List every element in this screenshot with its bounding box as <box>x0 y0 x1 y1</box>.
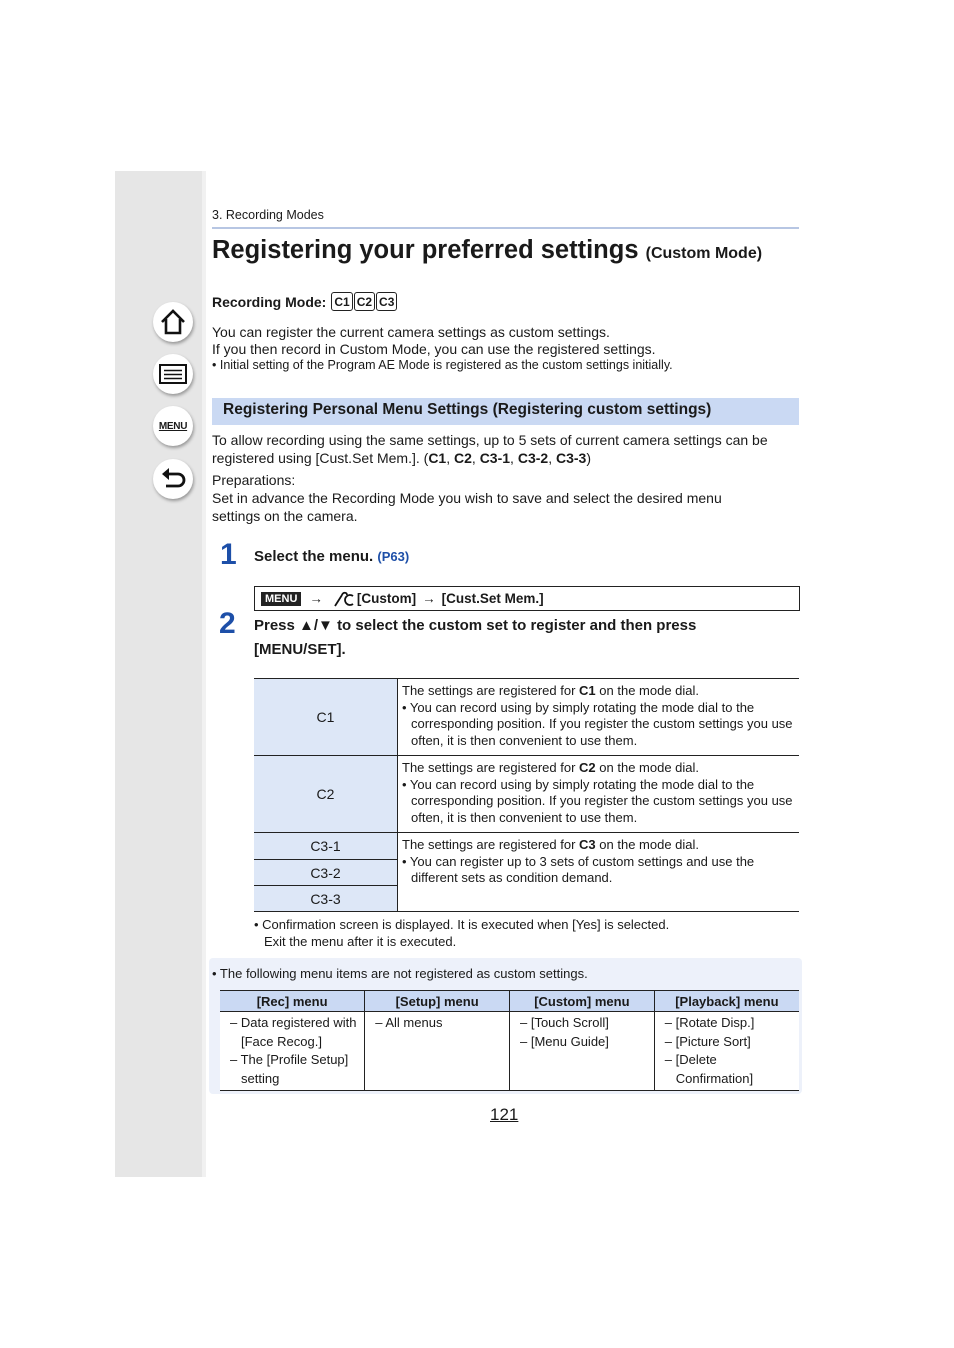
header-rec-menu: [Rec] menu <box>220 991 365 1012</box>
section-body <box>212 431 768 525</box>
step-2-line-2: [MENU/SET]. <box>254 641 346 658</box>
page-title-sub: (Custom Mode) <box>645 245 763 262</box>
recording-mode <box>212 292 398 311</box>
c3-2-label: C3-2 <box>254 860 398 886</box>
intro-text <box>212 324 673 373</box>
not-registered-table <box>220 990 799 1091</box>
page-title-main: Registering your preferred settings <box>212 236 639 264</box>
confirm-note-line-2: Exit the menu after it is executed. <box>264 934 457 949</box>
not-registered-intro: • The following menu items are not registered as custom settings. <box>212 966 588 981</box>
page-number: 121 <box>490 1105 519 1124</box>
step-1 <box>254 545 409 569</box>
playback-menu-cell: – [Rotate Disp.] – [Picture Sort] – [Delete Confirmation] <box>654 1012 799 1091</box>
setup-menu-cell: – All menus <box>365 1012 510 1091</box>
header-playback-menu: [Playback] menu <box>654 991 799 1012</box>
c1-description: The settings are registered for C1 on the mode dial. • You can record using by simply rotating the mode dial to the corresponding position. If you register the custom settings you use often, it is then convenient to use them. <box>398 679 800 756</box>
c1-icon: C1 <box>579 683 596 698</box>
set-c3-2-icon: C3-2 <box>517 450 549 466</box>
step-2 <box>254 614 696 662</box>
mode-c3-icon: C3 <box>376 292 397 311</box>
menu-button[interactable] <box>153 406 193 446</box>
section-body-line-2: registered using [Cust.Set Mem.]. (C1, C2, C3-1, C3-2, C3-3) <box>212 450 591 466</box>
section-heading: Registering Personal Menu Settings (Registering custom settings) <box>223 401 712 418</box>
home-button[interactable] <box>153 302 193 342</box>
confirm-note <box>254 916 669 950</box>
c2-label: C2 <box>254 756 398 833</box>
back-arrow-icon <box>159 465 187 493</box>
rec-menu-cell: – Data registered with [Face Recog.] – The [Profile Setup] setting <box>220 1012 365 1091</box>
intro-note: • Initial setting of the Program AE Mode is registered as the custom settings initially. <box>212 358 673 372</box>
section-body-line-1: To allow recording using the same settings, up to 5 sets of current camera settings can be <box>212 432 768 448</box>
step-1-text: Select the menu. <box>254 548 374 565</box>
c3-3-label: C3-3 <box>254 886 398 912</box>
recording-mode-label: Recording Mode: <box>212 293 327 310</box>
breadcrumb: 3. Recording Modes <box>212 208 324 222</box>
arrow-2: → <box>422 591 436 606</box>
intro-line-1: You can register the current camera settings as custom settings. <box>212 324 610 340</box>
set-c2-icon: C2 <box>454 450 472 466</box>
header-custom-menu: [Custom] menu <box>510 991 655 1012</box>
sidebar-divider <box>202 171 206 1177</box>
custom-wrench-icon <box>333 591 355 607</box>
header-rule <box>212 227 799 229</box>
preparations-label: Preparations: <box>212 472 296 488</box>
step-2-line-1: Press ▲/▼ to select the custom set to register and then press <box>254 617 697 634</box>
c3-icon: C3 <box>579 837 596 852</box>
c3-description: The settings are registered for C3 on the mode dial. • You can register up to 3 sets of custom settings and use the different sets as condition demand. <box>398 833 800 912</box>
arrow-1: → <box>309 591 323 606</box>
step-1-number: 1 <box>220 538 237 571</box>
preparations-line-2: settings on the camera. <box>212 508 358 524</box>
header-setup-menu: [Setup] menu <box>365 991 510 1012</box>
contents-button[interactable] <box>153 354 193 394</box>
preparations-line-1: Set in advance the Recording Mode you wish to save and select the desired menu <box>212 490 722 506</box>
c2-description: The settings are registered for C2 on the mode dial. • You can record using by simply rotating the mode dial to the corresponding position. If you register the custom settings you use often, it is then convenient to use them. <box>398 756 800 833</box>
set-c3-3-icon: C3-3 <box>555 450 587 466</box>
back-button[interactable] <box>153 459 193 499</box>
c3-1-label: C3-1 <box>254 833 398 860</box>
custom-set-table <box>254 678 799 912</box>
confirm-note-line-1: • Confirmation screen is displayed. It is executed when [Yes] is selected. <box>254 917 670 932</box>
table-row <box>254 756 799 833</box>
mode-c1-icon: C1 <box>331 292 352 311</box>
table-header-row <box>220 991 799 1012</box>
set-c3-1-icon: C3-1 <box>479 450 511 466</box>
list-icon <box>158 362 188 386</box>
menu-label: MENU <box>158 420 188 432</box>
set-c1-icon: C1 <box>428 450 447 466</box>
mode-c2-icon: C2 <box>354 292 375 311</box>
menu-badge: MENU <box>261 592 301 606</box>
custom-menu-cell: – [Touch Scroll] – [Menu Guide] <box>510 1012 655 1091</box>
menu-path-target: [Cust.Set Mem.] <box>441 591 544 606</box>
page-title <box>212 236 762 265</box>
step-2-number: 2 <box>219 607 236 640</box>
table-row <box>220 1012 799 1091</box>
menu-path-custom: [Custom] <box>356 591 417 606</box>
intro-line-2: If you then record in Custom Mode, you can use the registered settings. <box>212 341 656 357</box>
table-row <box>254 833 799 860</box>
menu-path <box>254 586 800 611</box>
c2-icon: C2 <box>579 760 596 775</box>
section-heading-band <box>212 398 799 425</box>
home-icon <box>159 308 187 336</box>
step-1-link[interactable]: (P63) <box>377 549 410 564</box>
table-row <box>254 679 799 756</box>
c1-label: C1 <box>254 679 398 756</box>
